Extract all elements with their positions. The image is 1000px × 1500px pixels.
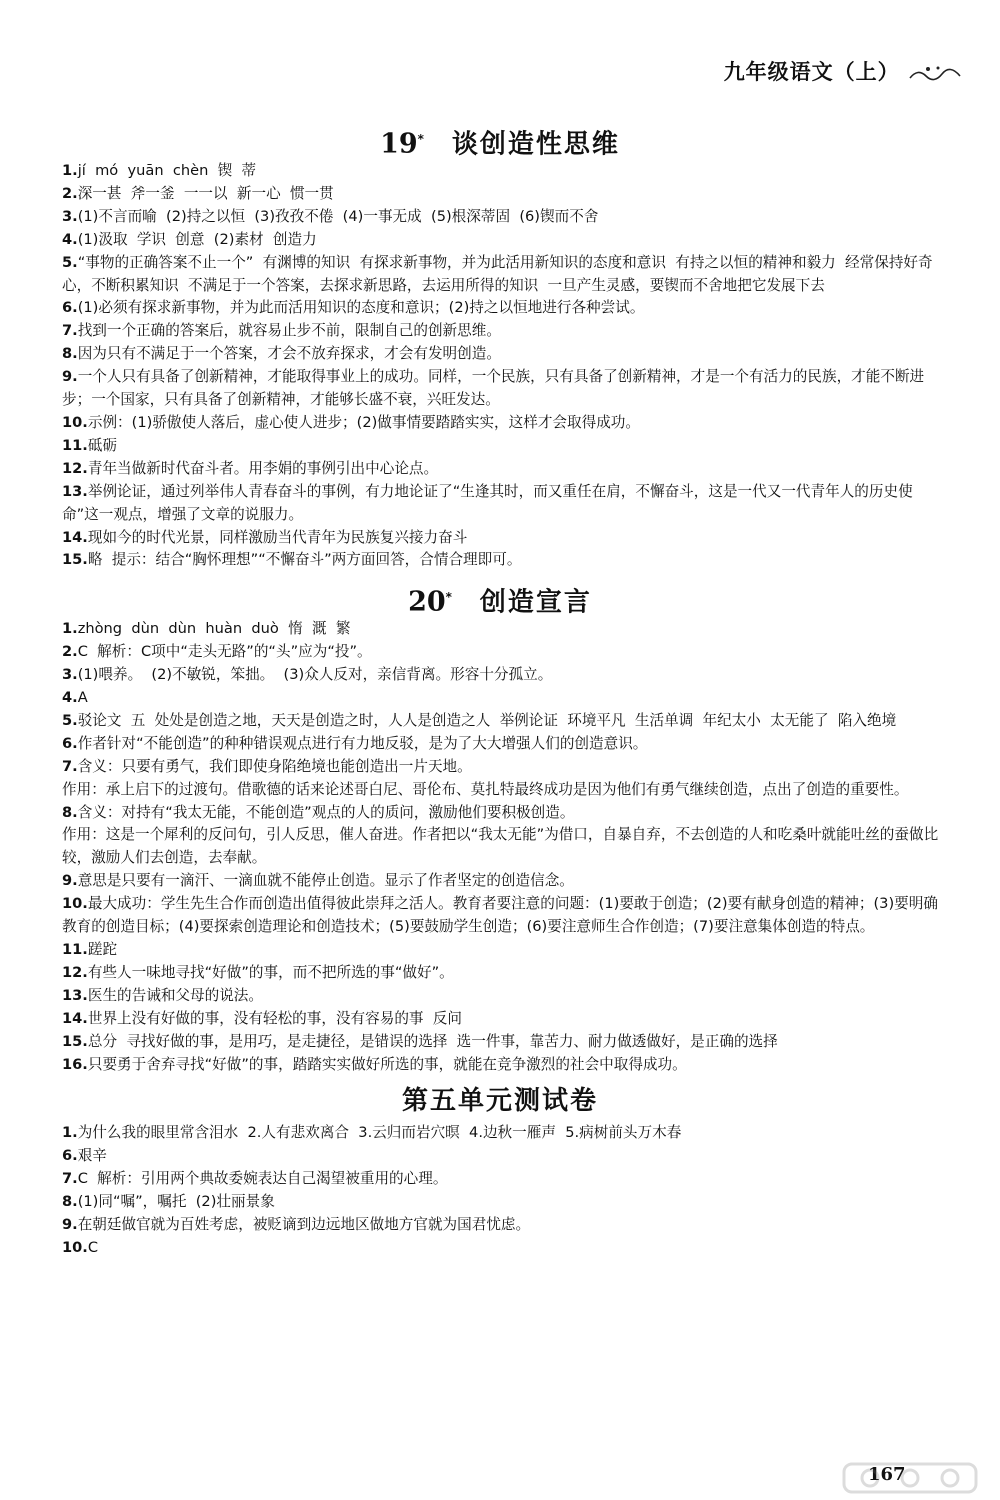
answer-item: [62, 435, 942, 458]
answer-number: 6.: [62, 299, 78, 317]
answer-number: 8.: [62, 803, 78, 821]
answer-text: 现如今的时代光景，同样激励当代青年为民族复兴接力奋斗: [87, 528, 468, 546]
answer-text: 含义：只要有勇气，我们即使身陷绝境也能创造出一片天地。 作用：承上启下的过渡句。借歌德的话来论述哥白尼、哥伦布、莫扎特最终成功是因为他们有勇气继续创造，点出了创造的重要性。: [62, 757, 909, 798]
answer-number: 7.: [62, 757, 78, 775]
answer-number: 7.: [62, 322, 78, 340]
answer-text: C 解析：引用两个典故委婉表达自己渴望被重用的心理。: [77, 1170, 448, 1188]
answer-number: 14.: [62, 1009, 88, 1027]
answer-text: C 解析：C项中“走头无路”的“头”应为“投”。: [77, 643, 372, 661]
answer-item: [62, 1145, 942, 1168]
header-decoration-icon: [908, 64, 968, 82]
answer-item: [62, 1054, 942, 1077]
answer-text: 意思是只要有一滴汗、一滴血就不能停止创造。显示了作者坚定的创造信念。: [77, 872, 574, 890]
section-number: 20: [408, 586, 446, 618]
answer-text: (1)同“嘱”，嘱托 (2)壮丽景象: [77, 1193, 275, 1211]
answer-text: 只要勇于舍弃寻找“好做”的事，踏踏实实做好所选的事，就能在竞争激烈的社会中取得成功。: [87, 1055, 687, 1073]
answer-text: 最大成功：学生先生合作而创造出值得彼此崇拜之活人。教育者要注意的问题：(1)要敢于创造；(2)要有献身创造的精神；(3)要明确教育的创造目标；(4)要探索创造理论和创造技术；(5)要鼓励学生创造；(6)要注意师生合作创造；(7)要注意集体创造的特点。: [62, 895, 938, 936]
answer-item: [62, 687, 942, 710]
answer-text: (1)不言而喻 (2)持之以恒 (3)孜孜不倦 (4)一事无成 (5)根深蒂固 (6)锲而不舍: [77, 207, 599, 225]
answer-text: 因为只有不满足于一个答案，才会不放弃探求，才会有发明创造。: [77, 345, 501, 363]
answer-item: [62, 756, 942, 802]
answer-item: [62, 297, 942, 320]
answer-text: A: [77, 689, 88, 707]
answer-text: 作者针对“不能创造”的种种错误观点进行有力地反驳，是为了大大增强人们的创造意识。: [77, 734, 648, 752]
answer-item: [62, 1122, 942, 1145]
answer-text: (1)喂养。 (2)不敏锐，笨拙。 (3)众人反对，亲信背离。形容十分孤立。: [77, 666, 553, 684]
section-title: [0, 576, 1000, 618]
answer-text: 示例：(1)骄傲使人落后，虚心使人进步；(2)做事情要踏踏实实，这样才会取得成功。: [87, 413, 640, 431]
answer-number: 9.: [62, 1216, 78, 1234]
answer-number: 8.: [62, 1193, 78, 1211]
answer-text: 艰辛: [77, 1147, 107, 1165]
answer-item: [62, 664, 942, 687]
answer-item: [62, 412, 942, 435]
section-title: [0, 1080, 1000, 1122]
section-name: 谈创造性思维: [451, 129, 620, 160]
section-name: 创造宣言: [479, 587, 592, 618]
answer-item: [62, 893, 942, 939]
section-star: *: [445, 590, 452, 605]
answer-number: 11.: [62, 436, 88, 454]
answer-item: [62, 1168, 942, 1191]
answer-item: [62, 1008, 942, 1031]
answer-item: [62, 343, 942, 366]
answer-number: 11.: [62, 941, 88, 958]
answer-number: 8.: [62, 345, 78, 363]
answer-number: 7.: [62, 1170, 78, 1188]
answer-text: 在朝廷做官就为百姓考虑，被贬谪到边远地区做地方官就为国君忧虑。: [77, 1216, 531, 1234]
answer-item: [62, 733, 942, 756]
section-number: 19: [380, 128, 418, 160]
answer-item: [62, 939, 942, 962]
answer-number: 10.: [62, 413, 88, 431]
answer-item: [62, 366, 942, 412]
answer-number: 1.: [62, 162, 78, 179]
answer-number: 12.: [62, 963, 88, 981]
answer-number: 12.: [62, 459, 88, 477]
answer-item: [62, 962, 942, 985]
answer-number: 2.: [62, 184, 78, 202]
header-title: 九年级语文（上）: [723, 60, 900, 84]
answer-number: 10.: [62, 895, 88, 913]
answer-item: [62, 183, 942, 206]
answer-text: 举例论证，通过列举伟人青春奋斗的事例，有力地论证了“生逢其时，而又重任在肩，不懈奋斗，这是一代又一代青年人的历史使命”这一观点，增强了文章的说服力。: [62, 482, 913, 523]
answer-item: [62, 458, 942, 481]
answer-item: [62, 1031, 942, 1054]
answer-item: [62, 320, 942, 343]
answer-text: C: [87, 1238, 99, 1256]
answer-number: 5.: [62, 253, 78, 271]
answer-text: 驳论文 五 处处是创造之地，天天是创造之时，人人是创造之人 举例论证 环境平凡 生活单调 年纪太小 太无能了 陷入绝境: [77, 711, 897, 729]
answer-number: 15.: [62, 1032, 88, 1050]
answer-text: 总分 寻找好做的事，是用巧，是走捷径，是错误的选择 选一件事，靠苦力、耐力做透做好，是正确的选择: [87, 1032, 778, 1050]
answer-text: jí mó yuān chèn 锲 蒂: [77, 162, 257, 179]
answer-item: [62, 160, 942, 183]
answer-item: [62, 985, 942, 1008]
section-title: [0, 118, 1000, 160]
answer-text: 青年当做新时代奋斗者。用李娟的事例引出中心论点。: [87, 459, 439, 477]
answer-text: 略 提示：结合“胸怀理想”“不懈奋斗”两方面回答，合情合理即可。: [87, 551, 522, 569]
answer-item: [62, 1237, 942, 1260]
page-number: 167: [868, 1464, 906, 1485]
answer-text: zhòng dùn dùn huàn duò 惰 溉 繁: [77, 620, 351, 638]
answer-text: 一个人只有具备了创新精神，才能取得事业上的成功。同样，一个民族，只有具备了创新精神，才是一个有活力的民族，才能不断进步；一个国家，只有具备了创新精神，才能够长盛不衰，兴旺发达。: [62, 368, 925, 409]
answer-number: 13.: [62, 482, 88, 500]
answer-number: 6.: [62, 734, 78, 752]
watermark-logo-icon: [840, 1458, 980, 1498]
answer-item: [62, 710, 942, 733]
answer-item: [62, 1214, 942, 1237]
answer-text: 找到一个正确的答案后，就容易止步不前，限制自己的创新思维。: [77, 322, 501, 340]
answer-number: 16.: [62, 1055, 88, 1073]
answer-number: 1.: [62, 1124, 78, 1142]
answer-number: 3.: [62, 666, 78, 684]
answer-text: 有些人一味地寻找“好做”的事，而不把所选的事“做好”。: [87, 963, 454, 981]
answer-item: [62, 206, 942, 229]
answer-number: 3.: [62, 207, 78, 225]
answer-number: 5.: [62, 711, 78, 729]
answer-text: 深一甚 斧一釜 一一以 新一心 惯一贯: [77, 184, 334, 202]
answer-number: 15.: [62, 551, 88, 569]
answer-number: 13.: [62, 986, 88, 1004]
section-name: 第五单元测试卷: [401, 1086, 598, 1117]
answer-number: 10.: [62, 1238, 88, 1256]
answer-number: 9.: [62, 872, 78, 890]
answer-number: 14.: [62, 528, 88, 546]
answer-content: [0, 118, 1000, 1260]
answer-text: 蹉跎: [87, 941, 118, 958]
answer-number: 9.: [62, 368, 78, 386]
section-star: *: [417, 132, 424, 146]
answer-text: 砥砺: [87, 436, 118, 454]
answer-item: [62, 802, 942, 871]
answer-text: 为什么我的眼里常含泪水 2.人有悲欢离合 3.云归而岩穴暝 4.边秋一雁声 5.病树前头万木春: [77, 1124, 682, 1142]
answer-number: 4.: [62, 689, 78, 707]
answer-text: 含义：对持有“我太无能，不能创造”观点的人的质问，激励他们要积极创造。 作用：这是一个犀利的反问句，引人反思，催人奋进。作者把以“我太无能”为借口，自暴自弃，不去创造的人和吃桑叶就能吐丝的蚕做比较，激励人们去创造，去奉献。: [62, 803, 939, 867]
book-header: [724, 56, 968, 86]
answer-number: 2.: [62, 643, 78, 661]
answer-item: [62, 641, 942, 664]
answer-item: [62, 229, 942, 252]
answer-item: [62, 527, 942, 550]
answer-item: [62, 252, 942, 298]
answer-number: 1.: [62, 620, 78, 638]
answer-text: (1)汲取 学识 创意 (2)素材 创造力: [77, 230, 317, 248]
answer-number: 6.: [62, 1147, 78, 1165]
answer-text: (1)必须有探求新事物，并为此而活用知识的态度和意识；(2)持之以恒地进行各种尝试。: [77, 299, 645, 317]
answer-text: 世界上没有好做的事，没有轻松的事，没有容易的事 反问: [87, 1009, 462, 1027]
answer-item: [62, 618, 942, 641]
answer-item: [62, 481, 942, 527]
answer-item: [62, 549, 942, 572]
answer-item: [62, 1191, 942, 1214]
answer-item: [62, 870, 942, 893]
answer-text: “事物的正确答案不止一个” 有渊博的知识 有探求新事物，并为此活用新知识的态度和意识 有持之以恒的精神和毅力 经常保持好奇心，不断积累知识 不满足于一个答案，去探求新思路，去运用所得的知识 一旦产生灵感，要锲而不舍地把它发展下去: [62, 253, 933, 294]
answer-number: 4.: [62, 230, 78, 248]
answer-text: 医生的告诫和父母的说法。: [87, 986, 263, 1004]
